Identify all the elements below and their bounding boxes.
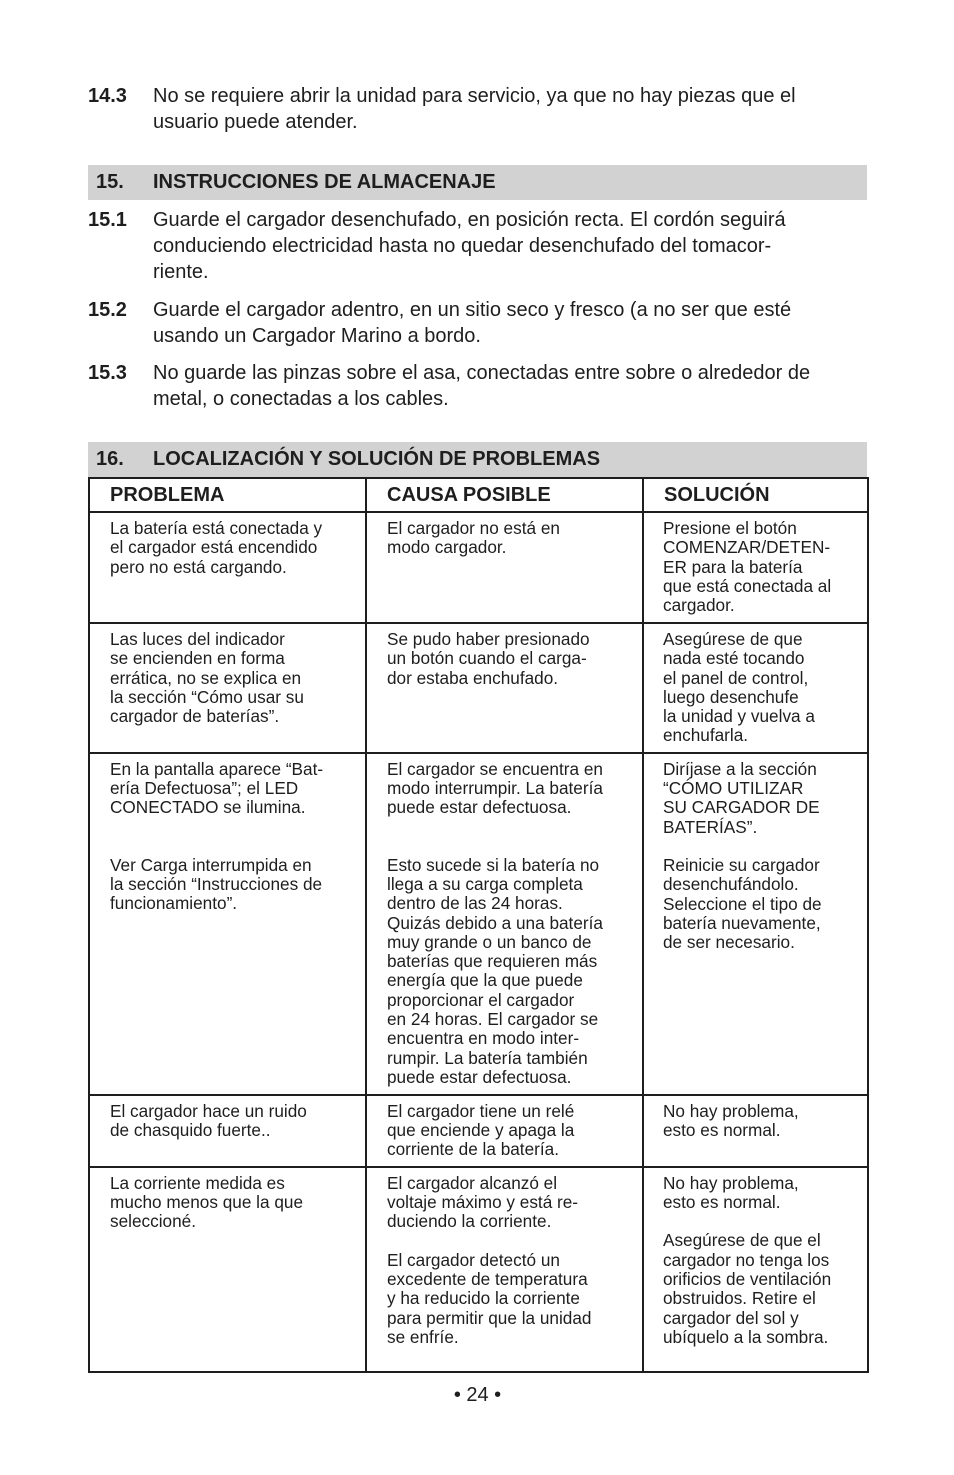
item-14-3 (88, 83, 867, 135)
cause-cell (366, 1167, 643, 1372)
section-number: 15. (96, 171, 124, 193)
problem-text: La corriente medida es mucho menos que la que seleccioné. (110, 1172, 304, 1232)
cause-text: El cargador se encuentra en modo interrumpir. La batería puede estar defectuosa. (387, 758, 603, 818)
item-15-2 (88, 297, 867, 349)
table-header-row (89, 478, 868, 512)
table-row (89, 1095, 868, 1167)
item-15-3 (88, 360, 867, 412)
header-problem: PROBLEMA (89, 478, 366, 512)
cause-cell (366, 512, 643, 623)
cause-cell (366, 753, 643, 1095)
solution-text: No hay problema, esto es normal. (663, 1100, 799, 1141)
section-title: LOCALIZACIÓN Y SOLUCIÓN DE PROBLEMAS (153, 448, 601, 470)
solution-cell (643, 1167, 868, 1372)
item-number: 15.3 (88, 362, 127, 384)
section-number: 16. (96, 448, 124, 470)
header-solution: SOLUCIÓN (643, 478, 868, 512)
table-row (89, 1167, 868, 1372)
section-15-heading (88, 165, 867, 200)
problem-text: Las luces del indicador se encienden en forma errática, no se explica en la sección “Cómo usar su cargador de baterías”. (110, 629, 304, 727)
cause-cell (366, 623, 643, 753)
solution-text-secondary: Asegúrese de que el cargador no tenga los orificios de ventilación obstruidos. Retire el cargador del sol y ubíquelo a la sombra. (663, 1230, 832, 1347)
solution-text: Diríjase a la sección “CÓMO UTILIZAR SU CARGADOR DE BATERÍAS”. (663, 758, 820, 837)
cause-text-secondary: El cargador detectó un excedente de temperatura y ha reducido la corriente para permitir que la unidad se enfríe. (387, 1249, 592, 1347)
item-number: 15.2 (88, 299, 127, 321)
item-text: Guarde el cargador desenchufado, en posición recta. El cordón seguirá conduciendo electricidad hasta no quedar desenchufado del tomacor- riente. (153, 209, 786, 283)
section-title: INSTRUCCIONES DE ALMACENAJE (153, 171, 496, 193)
problem-cell (89, 753, 366, 1095)
item-number: 15.1 (88, 209, 127, 231)
solution-text: Presione el botón COMENZAR/DETEN- ER para la batería que está conectada al cargador. (663, 518, 832, 616)
problem-cell (89, 1167, 366, 1372)
problem-text: La batería está conectada y el cargador está encendido pero no está cargando. (110, 518, 323, 577)
table-row (89, 753, 868, 1095)
item-text: No guarde las pinzas sobre el asa, conectadas entre sobre o alrededor de metal, o conectadas a los cables. (153, 362, 811, 410)
solution-text: Asegúrese de que nada esté tocando el panel de control, luego desenchufe la unidad y vuelva a enchufarla. (663, 629, 815, 746)
cause-text: El cargador tiene un relé que enciende y apaga la corriente de la batería. (387, 1100, 575, 1160)
page-number: • 24 • (453, 1384, 502, 1406)
header-cause: CAUSA POSIBLE (366, 478, 643, 512)
table-row (89, 623, 868, 753)
solution-cell (643, 512, 868, 623)
problem-cell (89, 623, 366, 753)
cause-text-secondary: Esto sucede si la batería no llega a su carga completa dentro de las 24 horas. Quizás debido a una batería muy grande o un banco de baterías que requieren más energía que la que puede proporcionar el cargador en 24 horas. El cargador se encuentra en modo inter- rumpir. La batería también puede estar defectuosa. (387, 854, 603, 1087)
problem-cell (89, 1095, 366, 1167)
cause-text: El cargador no está en modo cargador. (387, 518, 560, 558)
troubleshooting-table (88, 477, 869, 1373)
solution-cell (643, 753, 868, 1095)
problem-text: El cargador hace un ruido de chasquido fuerte.. (110, 1100, 307, 1141)
item-text: Guarde el cargador adentro, en un sitio seco y fresco (a no ser que esté usando un Cargador Marino a bordo. (153, 299, 792, 347)
solution-cell (643, 623, 868, 753)
problem-cell (89, 512, 366, 623)
item-text: No se requiere abrir la unidad para servicio, ya que no hay piezas que el usuario puede atender. (153, 85, 796, 133)
solution-text-secondary: Reinicie su cargador desenchufándolo. Seleccione el tipo de batería nuevamente, de ser necesario. (663, 854, 822, 953)
problem-text: En la pantalla aparece “Bat- ería Defectuosa”; el LED CONECTADO se ilumina. (110, 758, 324, 818)
section-16-heading (88, 442, 867, 477)
item-number: 14.3 (88, 85, 127, 107)
problem-text-secondary: Ver Carga interrumpida en la sección “Instrucciones de funcionamiento”. (110, 854, 323, 914)
table-row (89, 512, 868, 623)
solution-text: No hay problema, esto es normal. (663, 1172, 799, 1213)
cause-text: Se pudo haber presionado un botón cuando el carga- dor estaba enchufado. (387, 629, 590, 688)
item-15-1 (88, 207, 867, 285)
cause-text: El cargador alcanzó el voltaje máximo y está re- duciendo la corriente. (387, 1172, 579, 1232)
cause-cell (366, 1095, 643, 1167)
solution-cell (643, 1095, 868, 1167)
